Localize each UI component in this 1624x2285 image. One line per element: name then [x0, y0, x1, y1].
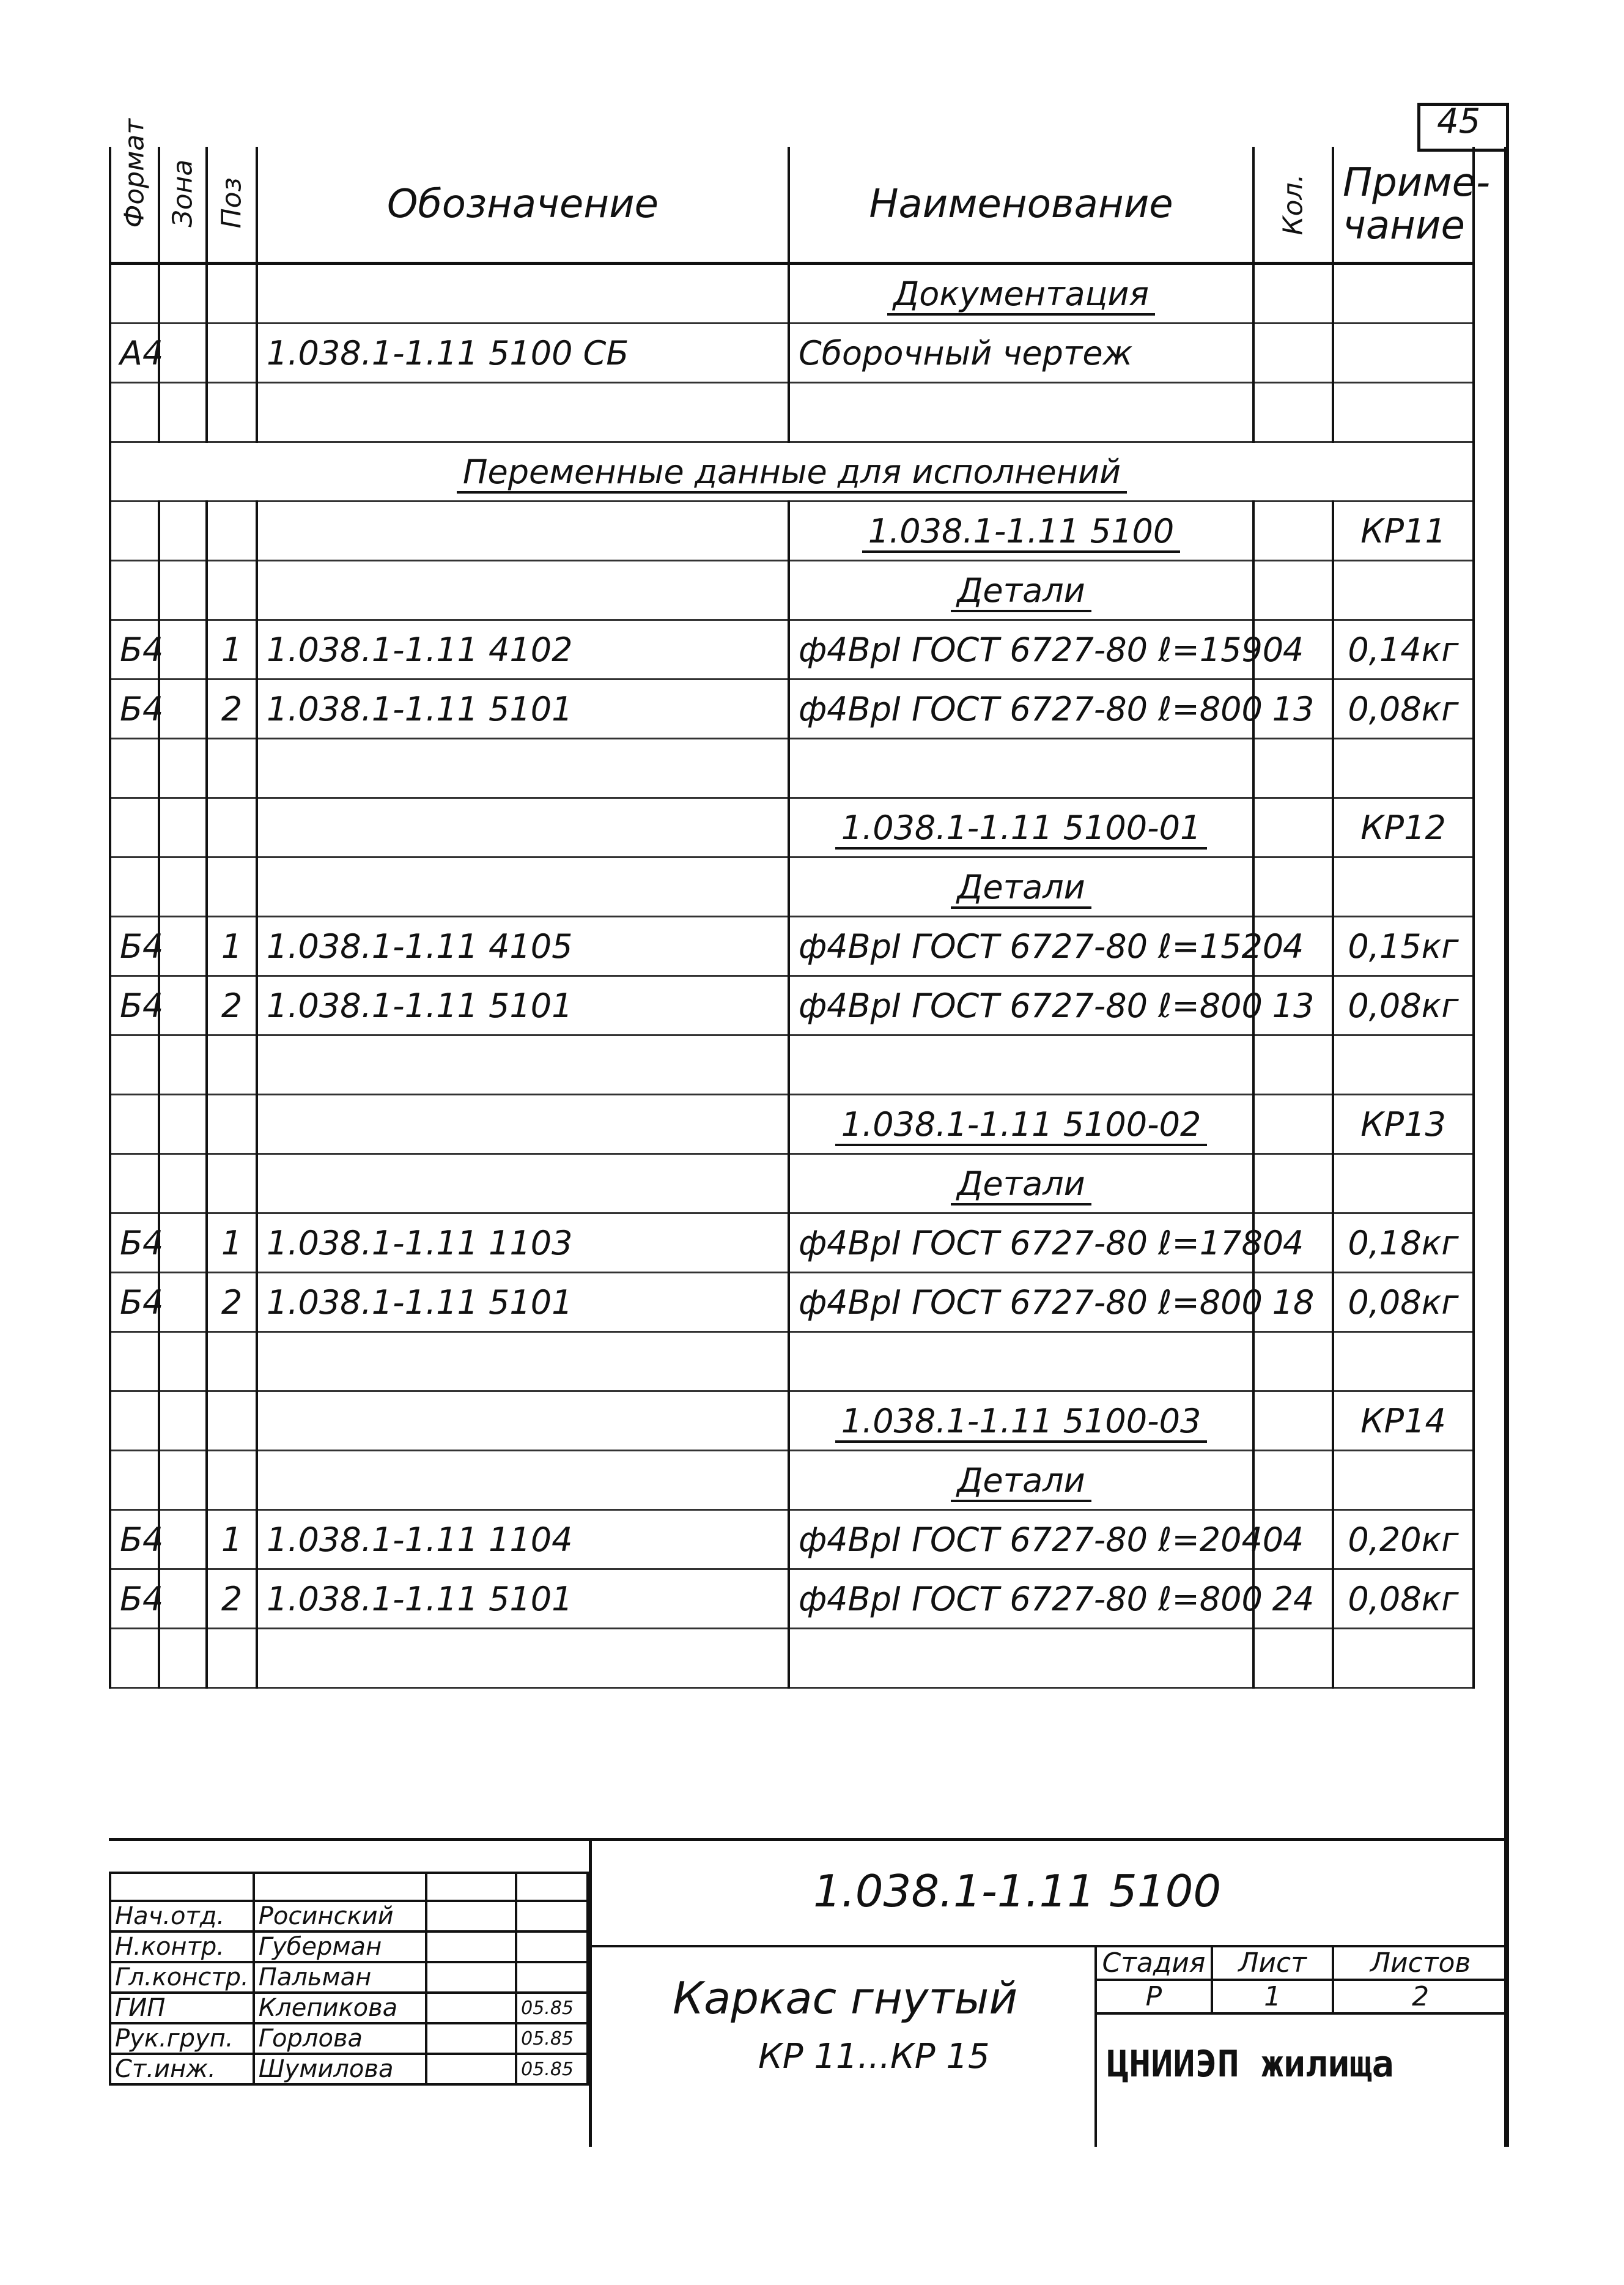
- sheets-value: 2: [1333, 1980, 1508, 2013]
- signature-mark: [426, 2023, 516, 2054]
- signature-name: Шумилова: [254, 2054, 426, 2084]
- cell-note: [1333, 1332, 1474, 1391]
- cell-qty: 4: [1253, 1213, 1333, 1273]
- cell-zone: [159, 1095, 207, 1154]
- cell-format: Б4: [110, 976, 159, 1035]
- cell-pos: 2: [207, 680, 257, 739]
- cell-name: 1.038.1-1.11 5100-02: [789, 1095, 1253, 1154]
- cell-zone: [159, 1154, 207, 1213]
- cell-format: [110, 1391, 159, 1451]
- cell-note: [1333, 1629, 1474, 1688]
- cell-qty: [1253, 1391, 1333, 1451]
- table-row: [110, 383, 1474, 442]
- cell-pos: 1: [207, 620, 257, 680]
- sheets-label: Листов: [1333, 1946, 1508, 1980]
- cell-zone: [159, 857, 207, 917]
- cell-designation: 1.038.1-1.11 5101: [257, 976, 789, 1035]
- cell-pos: 2: [207, 1569, 257, 1629]
- signature-role: Н.контр.: [110, 1931, 254, 1962]
- cell-qty: 18: [1253, 1273, 1333, 1332]
- cell-note: [1333, 857, 1474, 917]
- sheet-info-table: [1094, 1945, 1509, 2015]
- cell-zone: [159, 739, 207, 798]
- cell-qty: [1253, 264, 1333, 324]
- stage-value: Р: [1096, 1980, 1212, 2013]
- cell-note: 0,08кг: [1333, 1569, 1474, 1629]
- table-row: [110, 857, 1474, 917]
- signature-name: Губерман: [254, 1931, 426, 1962]
- table-row: [110, 1629, 1474, 1688]
- table-row: [110, 1035, 1474, 1095]
- cell-designation: 1.038.1-1.11 4102: [257, 620, 789, 680]
- cell-designation: [257, 264, 789, 324]
- cell-name: Детали: [789, 1451, 1253, 1510]
- cell-note: [1333, 324, 1474, 383]
- cell-format: [110, 739, 159, 798]
- signature-row: [110, 1993, 588, 2023]
- cell-qty: 13: [1253, 680, 1333, 739]
- cell-qty: [1253, 383, 1333, 442]
- cell-pos: [207, 324, 257, 383]
- signature-role: Ст.инж.: [110, 2054, 254, 2084]
- cell-zone: [159, 383, 207, 442]
- cell-zone: [159, 798, 207, 857]
- title-line-2: КР 11...КР 15: [758, 2037, 990, 2076]
- col-header-zone: Зона: [159, 147, 207, 264]
- cell-format: Б4: [110, 917, 159, 976]
- cell-note: [1333, 1451, 1474, 1510]
- cell-format: [110, 1035, 159, 1095]
- cell-note: КР13: [1333, 1095, 1474, 1154]
- table-row: [110, 561, 1474, 620]
- signature-mark: [426, 1901, 516, 1931]
- cell-name: ф4ВрI ГОСТ 6727-80 ℓ=2040: [789, 1510, 1253, 1569]
- cell-pos: 1: [207, 1510, 257, 1569]
- cell-format: А4: [110, 324, 159, 383]
- signature-mark: [426, 1931, 516, 1962]
- signature-name: Росинский: [254, 1901, 426, 1931]
- cell-zone: [159, 1391, 207, 1451]
- signature-date: [516, 1931, 588, 1962]
- cell-note: КР11: [1333, 502, 1474, 561]
- cell-note: [1333, 1035, 1474, 1095]
- cell-pos: [207, 383, 257, 442]
- cell-designation: 1.038.1-1.11 1104: [257, 1510, 789, 1569]
- cell-pos: [207, 739, 257, 798]
- col-header-format: Формат: [110, 147, 159, 264]
- cell-format: [110, 561, 159, 620]
- cell-zone: [159, 502, 207, 561]
- table-header-row: [110, 147, 1474, 264]
- cell-format: [110, 264, 159, 324]
- cell-designation: [257, 1629, 789, 1688]
- table-row: [110, 739, 1474, 798]
- table-row: [110, 976, 1474, 1035]
- signature-row: [110, 1931, 588, 1962]
- signature-mark: [426, 2054, 516, 2084]
- cell-format: [110, 798, 159, 857]
- title-line-1: Каркас гнутый: [673, 1972, 1018, 2024]
- cell-name: Детали: [789, 857, 1253, 917]
- organization-name: ЦНИИЭП жилища: [1107, 2043, 1394, 2086]
- cell-name: ф4ВрI ГОСТ 6727-80 ℓ=1780: [789, 1213, 1253, 1273]
- cell-zone: [159, 680, 207, 739]
- sheet-label: Лист: [1212, 1946, 1333, 1980]
- cell-qty: 4: [1253, 1510, 1333, 1569]
- cell-zone: [159, 324, 207, 383]
- cell-name: 1.038.1-1.11 5100-03: [789, 1391, 1253, 1451]
- cell-format: Б4: [110, 1213, 159, 1273]
- cell-format: [110, 1095, 159, 1154]
- signature-role: Нач.отд.: [110, 1901, 254, 1931]
- signature-role: Гл.констр.: [110, 1962, 254, 1993]
- cell-name: Детали: [789, 1154, 1253, 1213]
- cell-pos: [207, 561, 257, 620]
- cell-pos: [207, 798, 257, 857]
- stage-label: Стадия: [1096, 1946, 1212, 1980]
- cell-note: [1333, 383, 1474, 442]
- signature-name: Пальман: [254, 1962, 426, 1993]
- table-row: [110, 502, 1474, 561]
- cell-zone: [159, 1510, 207, 1569]
- cell-name: Сборочный чертеж: [789, 324, 1253, 383]
- cell-designation: [257, 1391, 789, 1451]
- cell-qty: 24: [1253, 1569, 1333, 1629]
- cell-name: [789, 1035, 1253, 1095]
- signature-name: Горлова: [254, 2023, 426, 2054]
- col-header-note: Приме-чание: [1333, 147, 1474, 264]
- cell-format: [110, 1451, 159, 1510]
- cell-pos: [207, 1332, 257, 1391]
- cell-zone: [159, 1629, 207, 1688]
- table-row: [110, 1451, 1474, 1510]
- cell-format: Б4: [110, 1510, 159, 1569]
- cell-designation: [257, 739, 789, 798]
- cell-note: 0,08кг: [1333, 1273, 1474, 1332]
- signature-row: [110, 2023, 588, 2054]
- table-row: [110, 442, 1474, 502]
- signature-row: [110, 1962, 588, 1993]
- table-row: [110, 1154, 1474, 1213]
- cell-designation: [257, 1035, 789, 1095]
- cell-designation: 1.038.1-1.11 5101: [257, 680, 789, 739]
- cell-pos: 1: [207, 917, 257, 976]
- col-header-designation: Обозначение: [257, 147, 789, 264]
- cell-designation: [257, 1451, 789, 1510]
- cell-note: 0,14кг: [1333, 620, 1474, 680]
- cell-name: 1.038.1-1.11 5100-01: [789, 798, 1253, 857]
- cell-zone: [159, 976, 207, 1035]
- cell-zone: [159, 1213, 207, 1273]
- cell-name: ф4ВрI ГОСТ 6727-80 ℓ=800: [789, 1273, 1253, 1332]
- cell-qty: 4: [1253, 917, 1333, 976]
- table-row: [110, 1569, 1474, 1629]
- cell-name: ф4ВрI ГОСТ 6727-80 ℓ=800: [789, 680, 1253, 739]
- cell-designation: [257, 1332, 789, 1391]
- cell-format: [110, 1332, 159, 1391]
- cell-qty: [1253, 739, 1333, 798]
- table-row: [110, 680, 1474, 739]
- cell-note: [1333, 1154, 1474, 1213]
- cell-zone: [159, 264, 207, 324]
- cell-zone: [159, 1035, 207, 1095]
- cell-zone: [159, 1569, 207, 1629]
- signature-row: [110, 1901, 588, 1931]
- signature-table: [109, 1872, 589, 2086]
- cell-designation: 1.038.1-1.11 5100 СБ: [257, 324, 789, 383]
- sheet-number: 45: [1437, 102, 1481, 141]
- cell-name: ф4ВрI ГОСТ 6727-80 ℓ=1520: [789, 917, 1253, 976]
- cell-pos: [207, 264, 257, 324]
- signature-mark: [426, 1993, 516, 2023]
- cell-designation: [257, 383, 789, 442]
- col-header-name: Наименование: [789, 147, 1253, 264]
- cell-note: 0,15кг: [1333, 917, 1474, 976]
- signature-date: [516, 1962, 588, 1993]
- cell-format: Б4: [110, 620, 159, 680]
- col-header-qty: Кол.: [1253, 147, 1333, 264]
- sheet-value: 1: [1212, 1980, 1333, 2013]
- cell-qty: [1253, 857, 1333, 917]
- cell-qty: [1253, 1035, 1333, 1095]
- cell-qty: [1253, 798, 1333, 857]
- cell-format: Б4: [110, 1569, 159, 1629]
- cell-designation: [257, 1095, 789, 1154]
- cell-note: КР12: [1333, 798, 1474, 857]
- title-block-vertical-divider: [589, 1838, 592, 2147]
- cell-qty: 13: [1253, 976, 1333, 1035]
- cell-note: КР14: [1333, 1391, 1474, 1451]
- cell-designation: [257, 798, 789, 857]
- cell-name: [789, 1332, 1253, 1391]
- cell-pos: [207, 1629, 257, 1688]
- cell-zone: [159, 1273, 207, 1332]
- cell-note: 0,20кг: [1333, 1510, 1474, 1569]
- cell-name: ф4ВрI ГОСТ 6727-80 ℓ=800: [789, 1569, 1253, 1629]
- cell-name: ф4ВрI ГОСТ 6727-80 ℓ=800: [789, 976, 1253, 1035]
- cell-note: 0,08кг: [1333, 976, 1474, 1035]
- signature-date: 05.85: [516, 1993, 588, 2023]
- signature-role: Рук.груп.: [110, 2023, 254, 2054]
- cell-pos: 2: [207, 976, 257, 1035]
- signature-row: [110, 2054, 588, 2084]
- table-row: [110, 1213, 1474, 1273]
- cell-format: Б4: [110, 1273, 159, 1332]
- cell-designation: [257, 1154, 789, 1213]
- cell-pos: [207, 1451, 257, 1510]
- cell-format: Б4: [110, 680, 159, 739]
- cell-pos: [207, 1391, 257, 1451]
- table-row: [110, 917, 1474, 976]
- cell-zone: [159, 620, 207, 680]
- section-heading-wide: Переменные данные для исполнений: [110, 442, 1474, 502]
- cell-note: [1333, 264, 1474, 324]
- signature-date: 05.85: [516, 2023, 588, 2054]
- cell-zone: [159, 1332, 207, 1391]
- cell-pos: [207, 502, 257, 561]
- cell-qty: [1253, 561, 1333, 620]
- cell-note: 0,08кг: [1333, 680, 1474, 739]
- cell-name: [789, 1629, 1253, 1688]
- cell-designation: 1.038.1-1.11 5101: [257, 1273, 789, 1332]
- table-row: [110, 324, 1474, 383]
- signature-role: ГИП: [110, 1993, 254, 2023]
- doc-code: 1.038.1-1.11 5100: [813, 1865, 1222, 1917]
- signature-name: Клепикова: [254, 1993, 426, 2023]
- cell-designation: [257, 502, 789, 561]
- cell-name: [789, 739, 1253, 798]
- cell-pos: [207, 857, 257, 917]
- cell-format: [110, 1154, 159, 1213]
- table-row: [110, 1391, 1474, 1451]
- cell-format: [110, 1629, 159, 1688]
- table-row: [110, 620, 1474, 680]
- cell-note: [1333, 561, 1474, 620]
- cell-name: [789, 383, 1253, 442]
- cell-qty: [1253, 502, 1333, 561]
- cell-format: [110, 857, 159, 917]
- cell-name: Детали: [789, 561, 1253, 620]
- cell-designation: [257, 857, 789, 917]
- cell-qty: [1253, 1332, 1333, 1391]
- cell-note: [1333, 739, 1474, 798]
- cell-pos: 1: [207, 1213, 257, 1273]
- table-row: [110, 264, 1474, 324]
- cell-pos: [207, 1035, 257, 1095]
- cell-qty: 4: [1253, 620, 1333, 680]
- table-body: [110, 264, 1474, 1688]
- cell-note: 0,18кг: [1333, 1213, 1474, 1273]
- cell-designation: [257, 561, 789, 620]
- cell-designation: 1.038.1-1.11 1103: [257, 1213, 789, 1273]
- cell-format: [110, 383, 159, 442]
- cell-qty: [1253, 1629, 1333, 1688]
- cell-pos: [207, 1095, 257, 1154]
- cell-qty: [1253, 1154, 1333, 1213]
- cell-pos: 2: [207, 1273, 257, 1332]
- table-row: [110, 1095, 1474, 1154]
- cell-qty: [1253, 324, 1333, 383]
- signature-date: [516, 1901, 588, 1931]
- table-row: [110, 1510, 1474, 1569]
- col-header-pos: Поз: [207, 147, 257, 264]
- cell-format: [110, 502, 159, 561]
- cell-name: 1.038.1-1.11 5100: [789, 502, 1253, 561]
- table-row: [110, 1273, 1474, 1332]
- table-row: [110, 798, 1474, 857]
- cell-zone: [159, 1451, 207, 1510]
- signature-mark: [426, 1962, 516, 1993]
- cell-qty: [1253, 1095, 1333, 1154]
- cell-designation: 1.038.1-1.11 5101: [257, 1569, 789, 1629]
- cell-pos: [207, 1154, 257, 1213]
- cell-name: Документация: [789, 264, 1253, 324]
- cell-name: ф4ВрI ГОСТ 6727-80 ℓ=1590: [789, 620, 1253, 680]
- cell-designation: 1.038.1-1.11 4105: [257, 917, 789, 976]
- cell-zone: [159, 561, 207, 620]
- cell-qty: [1253, 1451, 1333, 1510]
- signature-date: 05.85: [516, 2054, 588, 2084]
- cell-zone: [159, 917, 207, 976]
- table-row: [110, 1332, 1474, 1391]
